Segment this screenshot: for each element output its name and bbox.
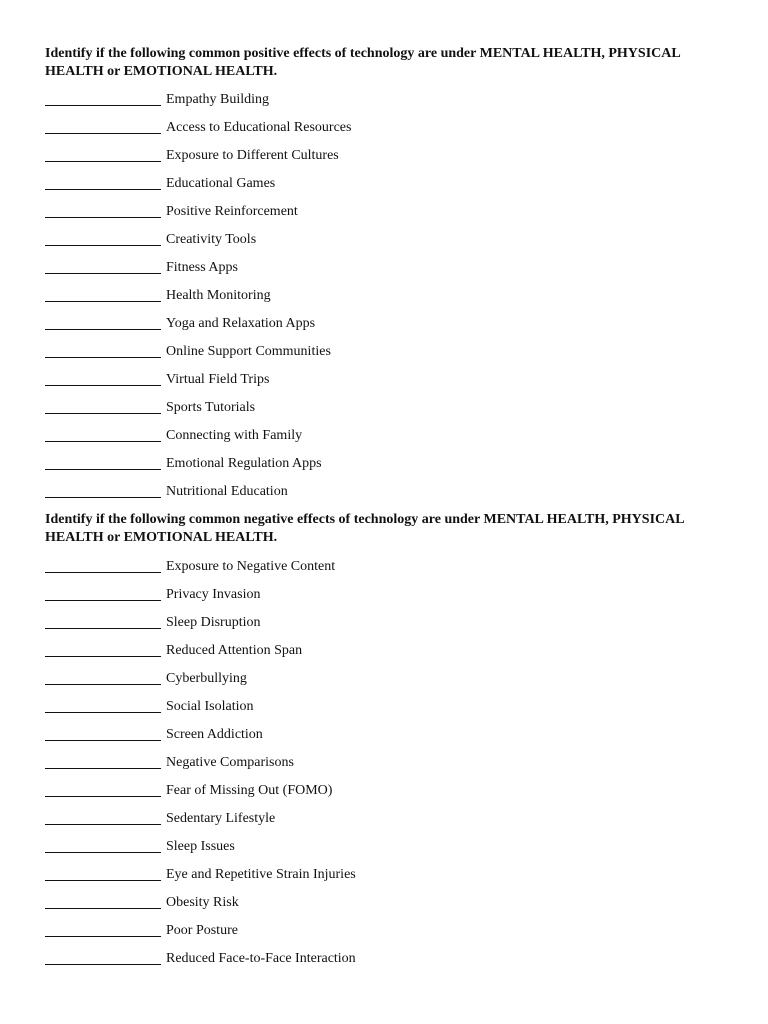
- list-item: [45, 669, 356, 697]
- answer-blank[interactable]: [45, 482, 161, 498]
- answer-blank[interactable]: [45, 314, 161, 330]
- answer-blank[interactable]: [45, 669, 161, 685]
- item-label: Online Support Communities: [166, 344, 331, 359]
- list-item: [45, 146, 351, 174]
- item-label: Reduced Face-to-Face Interaction: [166, 951, 356, 966]
- list-item: [45, 557, 356, 585]
- answer-blank[interactable]: [45, 781, 161, 797]
- list-item: [45, 921, 356, 949]
- item-label: Screen Addiction: [166, 727, 263, 742]
- answer-blank[interactable]: [45, 809, 161, 825]
- item-label: Fitness Apps: [166, 260, 238, 275]
- answer-blank[interactable]: [45, 174, 161, 190]
- answer-blank[interactable]: [45, 398, 161, 414]
- answer-blank[interactable]: [45, 454, 161, 470]
- list-item: [45, 697, 356, 725]
- list-item: [45, 258, 351, 286]
- answer-blank[interactable]: [45, 118, 161, 134]
- answer-blank[interactable]: [45, 949, 161, 965]
- item-label: Creativity Tools: [166, 232, 257, 247]
- answer-blank[interactable]: [45, 557, 161, 573]
- answer-blank[interactable]: [45, 286, 161, 302]
- answer-blank[interactable]: [45, 370, 161, 386]
- list-item: [45, 949, 356, 977]
- item-label: Health Monitoring: [166, 288, 271, 303]
- item-label: Sleep Disruption: [166, 615, 261, 630]
- list-item: [45, 837, 356, 865]
- answer-blank[interactable]: [45, 725, 161, 741]
- answer-blank[interactable]: [45, 90, 161, 106]
- item-label: Cyberbullying: [166, 671, 247, 686]
- item-label: Connecting with Family: [166, 428, 303, 443]
- list-item: [45, 90, 351, 118]
- item-label: Empathy Building: [166, 92, 270, 107]
- item-label: Exposure to Negative Content: [166, 559, 336, 574]
- item-label: Yoga and Relaxation Apps: [166, 316, 316, 331]
- list-item: [45, 398, 351, 426]
- list-item: [45, 482, 351, 510]
- answer-blank[interactable]: [45, 230, 161, 246]
- item-label: Educational Games: [166, 176, 276, 191]
- item-label: Access to Educational Resources: [166, 120, 352, 135]
- list-item: [45, 314, 351, 342]
- answer-blank[interactable]: [45, 837, 161, 853]
- item-label: Social Isolation: [166, 699, 254, 714]
- list-item: [45, 585, 356, 613]
- answer-blank[interactable]: [45, 921, 161, 937]
- list-item: [45, 781, 356, 809]
- answer-blank[interactable]: [45, 613, 161, 629]
- item-label: Fear of Missing Out (FOMO): [166, 783, 333, 798]
- list-item: [45, 725, 356, 753]
- item-label: Eye and Repetitive Strain Injuries: [166, 867, 356, 882]
- answer-blank[interactable]: [45, 865, 161, 881]
- negative-effects-list: [45, 557, 356, 977]
- answer-blank[interactable]: [45, 697, 161, 713]
- item-label: Virtual Field Trips: [166, 372, 270, 387]
- item-label: Nutritional Education: [166, 484, 288, 499]
- list-item: [45, 865, 356, 893]
- list-item: [45, 230, 351, 258]
- item-label: Sedentary Lifestyle: [166, 811, 276, 826]
- list-item: [45, 202, 351, 230]
- answer-blank[interactable]: [45, 258, 161, 274]
- answer-blank[interactable]: [45, 426, 161, 442]
- item-label: Poor Posture: [166, 923, 238, 938]
- item-label: Sleep Issues: [166, 839, 235, 854]
- list-item: [45, 753, 356, 781]
- list-item: [45, 454, 351, 482]
- list-item: [45, 174, 351, 202]
- answer-blank[interactable]: [45, 753, 161, 769]
- item-label: Negative Comparisons: [166, 755, 294, 770]
- item-label: Exposure to Different Cultures: [166, 148, 339, 163]
- list-item: [45, 613, 356, 641]
- negative-effects-heading: Identify if the following common negative effects of technology are under MENTAL HEALTH, PHYSICAL HEALTH or EMOTIONAL HEALTH.: [45, 512, 684, 545]
- positive-effects-heading: Identify if the following common positive effects of technology are under MENTAL HEALTH, PHYSICAL HEALTH or EMOTIONAL HEALTH.: [45, 46, 680, 79]
- list-item: [45, 118, 351, 146]
- item-label: Positive Reinforcement: [166, 204, 298, 219]
- answer-blank[interactable]: [45, 585, 161, 601]
- list-item: [45, 370, 351, 398]
- answer-blank[interactable]: [45, 893, 161, 909]
- item-label: Obesity Risk: [166, 895, 239, 910]
- list-item: [45, 286, 351, 314]
- item-label: Reduced Attention Span: [166, 643, 303, 658]
- list-item: [45, 426, 351, 454]
- list-item: [45, 893, 356, 921]
- positive-effects-list: [45, 90, 351, 510]
- answer-blank[interactable]: [45, 146, 161, 162]
- answer-blank[interactable]: [45, 641, 161, 657]
- item-label: Sports Tutorials: [166, 400, 256, 415]
- item-label: Privacy Invasion: [166, 587, 261, 602]
- answer-blank[interactable]: [45, 342, 161, 358]
- list-item: [45, 809, 356, 837]
- list-item: [45, 342, 351, 370]
- item-label: Emotional Regulation Apps: [166, 456, 322, 471]
- list-item: [45, 641, 356, 669]
- answer-blank[interactable]: [45, 202, 161, 218]
